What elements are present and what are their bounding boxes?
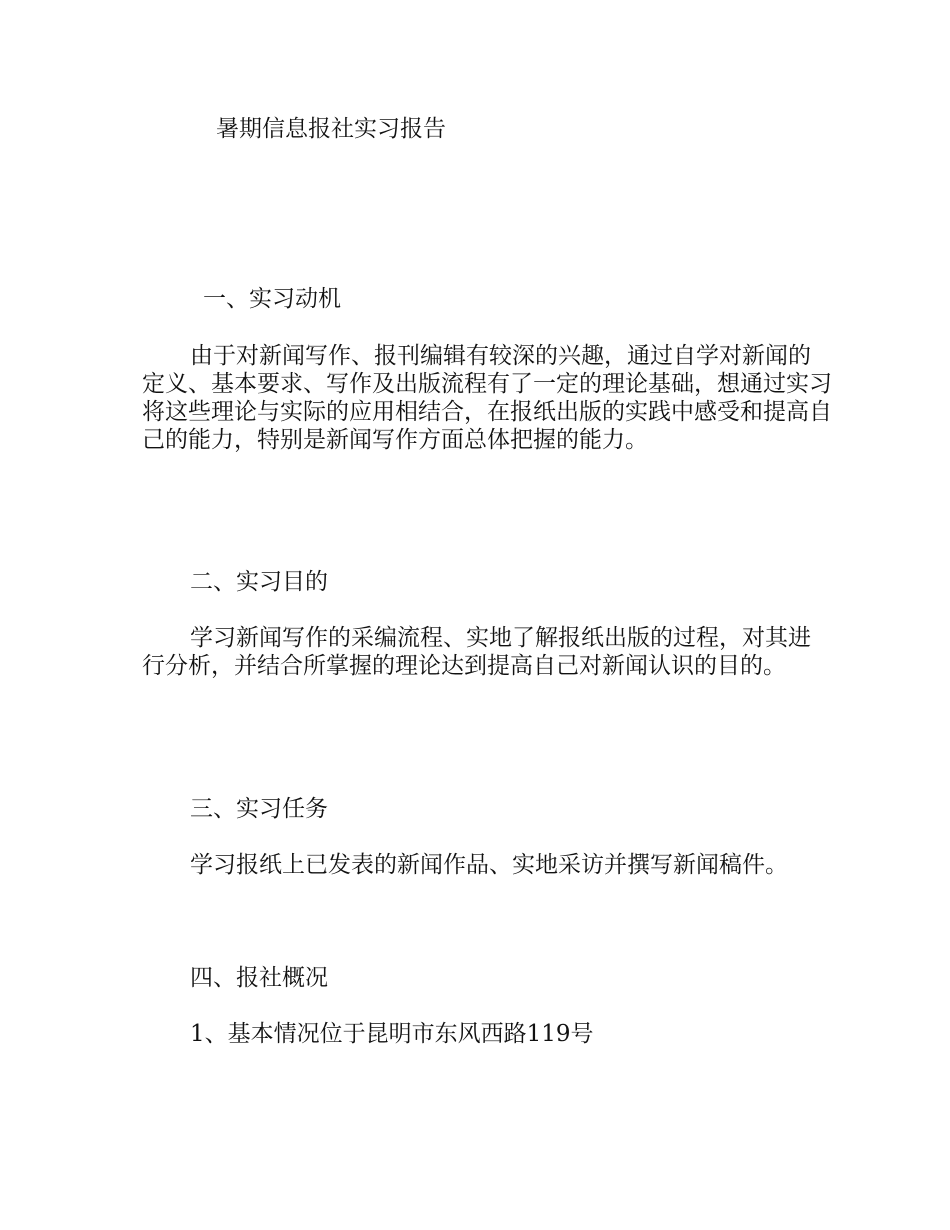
section-paragraph-tasks: 学习报纸上已发表的新闻作品、实地采访并撰写新闻稿件。 — [190, 852, 788, 878]
section-heading-tasks: 三、实习任务 — [190, 796, 328, 822]
section-heading-motivation: 一、实习动机 — [203, 286, 341, 312]
section-heading-overview: 四、报社概况 — [190, 965, 328, 991]
section-paragraph-purpose: 学习新闻写作的采编流程、实地了解报纸出版的过程，对其进行分析，并结合所掌握的理论达到提高自己对新闻认识的目的。 — [142, 625, 811, 679]
section-heading-purpose: 二、实习目的 — [190, 569, 328, 595]
section-paragraph-overview: 1、基本情况位于昆明市东风西路119号 — [190, 1021, 594, 1047]
section-paragraph-motivation: 由于对新闻写作、报刊编辑有较深的兴趣，通过自学对新闻的定义、基本要求、写作及出版流程有了一定的理论基础，想通过实习将这些理论与实际的应用相结合，在报纸出版的实践中感受和提高自己的能力，特别是新闻写作方面总体把握的能力。 — [142, 343, 832, 453]
document-title: 暑期信息报社实习报告 — [216, 116, 446, 142]
